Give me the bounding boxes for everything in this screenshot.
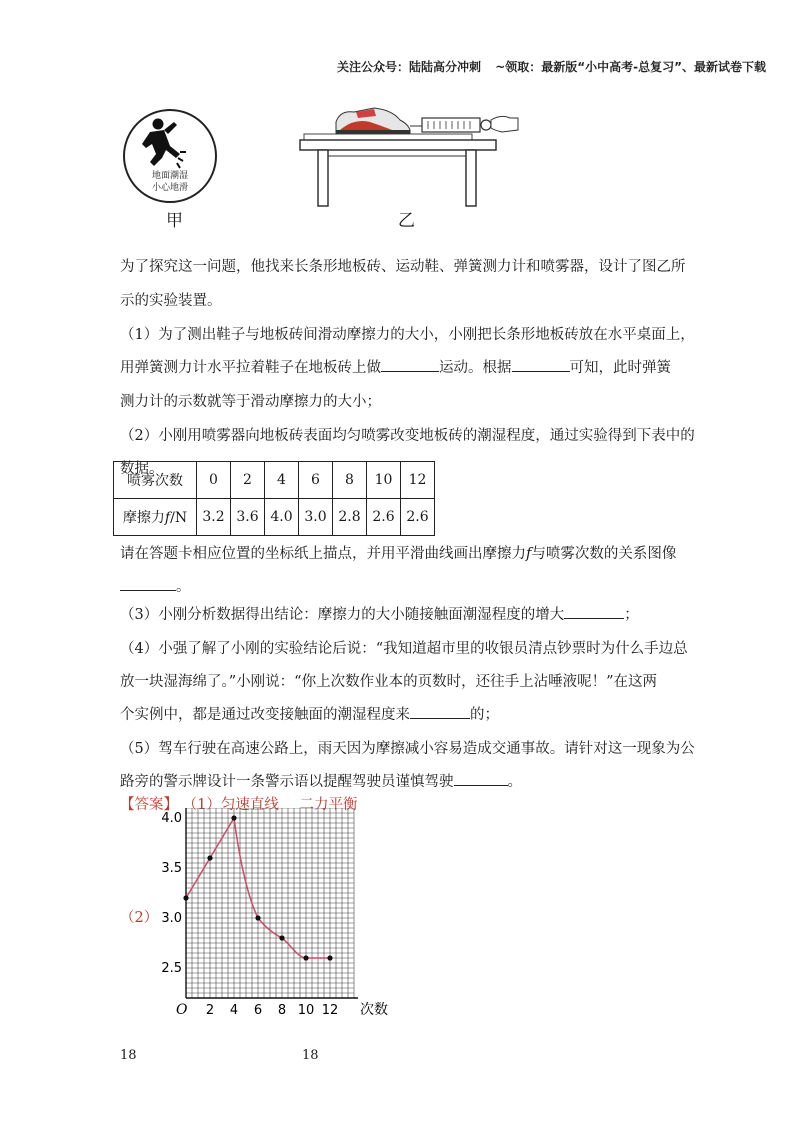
intro-line2: 示的实验装置。 [120, 293, 222, 309]
data-point [327, 955, 332, 960]
figure-label-a: 甲 [166, 211, 183, 231]
x-tick-label: 10 [297, 1003, 315, 1018]
data-point [183, 895, 188, 900]
header-right: ~领取：最新版“小中高考-总复习”、最新试卷下载 [495, 60, 766, 74]
data-point [279, 935, 284, 940]
x-tick-label: 12 [321, 1003, 339, 1018]
q2-line2: 数据。 [120, 461, 164, 477]
q5-line1: （5）驾车行驶在高速公路上，雨天因为摩擦减小容易造成交通事故。请针对这一现象为公 [120, 741, 695, 757]
chart-grid [186, 808, 354, 998]
answer-2-label: （2） [120, 910, 159, 926]
x-tick-label: 6 [253, 1003, 263, 1018]
table-row [114, 462, 435, 499]
table-cell: 3.0 [299, 499, 333, 536]
blank-field [381, 357, 439, 372]
page-header [0, 58, 766, 75]
q4-line2: 放一块湿海绵了。”小刚说：“你上次数作业本的页数时，还往手上沾唾液呢！”在这两 [120, 674, 657, 690]
table-cell: 2 [231, 462, 265, 499]
x-tick-label: 4 [229, 1003, 239, 1018]
q2-line1: （2）小刚用喷雾器向地板砖表面均匀喷雾改变地板砖的潮湿程度，通过实验得到下表中的 [120, 428, 695, 444]
table-cell: 4.0 [265, 499, 299, 536]
table-cell: 8 [333, 462, 367, 499]
figure-label-b: 乙 [398, 211, 415, 231]
friction-chart [150, 808, 390, 1020]
data-point [303, 955, 308, 960]
table-header-cell: 摩擦力f/N [114, 499, 197, 536]
table-cell: 2.6 [401, 499, 435, 536]
origin-label: O [176, 1002, 188, 1018]
answer-tag: 【答案】 [120, 797, 178, 813]
data-point [207, 855, 212, 860]
page-number-left: 18 [120, 1048, 137, 1063]
y-tick-label: 3.0 [161, 911, 182, 926]
y-tick-label: 2.5 [161, 961, 182, 976]
q2-instruction: 请在答题卡相应位置的坐标纸上描点，并用平滑曲线画出摩擦力f与喷雾次数的关系图像 [120, 546, 677, 562]
table-row [114, 499, 435, 536]
svg-text:小心地滑: 小心地滑 [151, 183, 189, 193]
q2-blank-line: 。 [120, 570, 191, 604]
hand-icon [491, 116, 518, 132]
q4-line1: （4）小强了解了小刚的实验结论后说：“我知道超市里的收银员清点钞票时为什么手边总 [120, 641, 688, 657]
table-cell: 3.6 [231, 499, 265, 536]
q1-line3: 测力计的示数就等于滑动摩擦力的大小； [120, 394, 381, 410]
blank-field [410, 704, 470, 719]
data-point [255, 915, 260, 920]
blank-field [454, 771, 508, 786]
blank-field [512, 357, 570, 372]
y-tick-label: 4.0 [161, 811, 182, 826]
q3-line: （3）小刚分析数据得出结论：摩擦力的大小随接触面潮湿程度的增大 ； [120, 598, 639, 632]
table-cell: 3.2 [197, 499, 231, 536]
table-cell: 0 [197, 462, 231, 499]
intro-line1: 为了探究这一问题，他找来长条形地板砖、运动鞋、弹簧测力计和喷雾器，设计了图乙所 [120, 259, 686, 275]
blank-field [120, 576, 176, 591]
table-cell: 2.8 [333, 499, 367, 536]
q4-line3: 个实例中，都是通过改变接触面的潮湿程度来 的； [120, 698, 499, 732]
blank-field [564, 604, 624, 619]
x-tick-label: 8 [277, 1003, 287, 1018]
x-tick-label: 2 [205, 1003, 215, 1018]
shoe-icon [336, 108, 410, 134]
table-cell: 12 [401, 462, 435, 499]
table-cell: 2.6 [367, 499, 401, 536]
header-left: 关注公众号：陆陆高分冲刺 [336, 60, 481, 74]
table-cell: 6 [299, 462, 333, 499]
svg-text:地面潮湿: 地面潮湿 [151, 171, 189, 181]
shoe-experiment-figure [296, 100, 522, 210]
q1-line2: 用弹簧测力计水平拉着鞋子在地板砖上做 运动。根据 可知，此时弹簧 [120, 351, 671, 385]
table-cell: 4 [265, 462, 299, 499]
x-axis-label: 次数 [360, 1002, 388, 1018]
answer-1: （1）匀速直线 [182, 797, 279, 813]
data-table [113, 461, 435, 536]
wet-floor-sign-figure [120, 100, 220, 212]
y-tick-label: 3.5 [161, 861, 182, 876]
page-number-center: 18 [302, 1048, 319, 1063]
answer-1b: 二力平衡 [299, 797, 358, 813]
spring-scale-icon [422, 118, 491, 132]
table-cell: 10 [367, 462, 401, 499]
q5-line2: 路旁的警示牌设计一条警示语以提醒驾驶员谨慎驾驶 。 [120, 765, 522, 799]
q1-line1: （1）为了测出鞋子与地板砖间滑动摩擦力的大小，小刚把长条形地板砖放在水平桌面上， [120, 327, 695, 343]
data-point [231, 815, 236, 820]
table-header-cell: 喷雾次数 [114, 462, 197, 499]
